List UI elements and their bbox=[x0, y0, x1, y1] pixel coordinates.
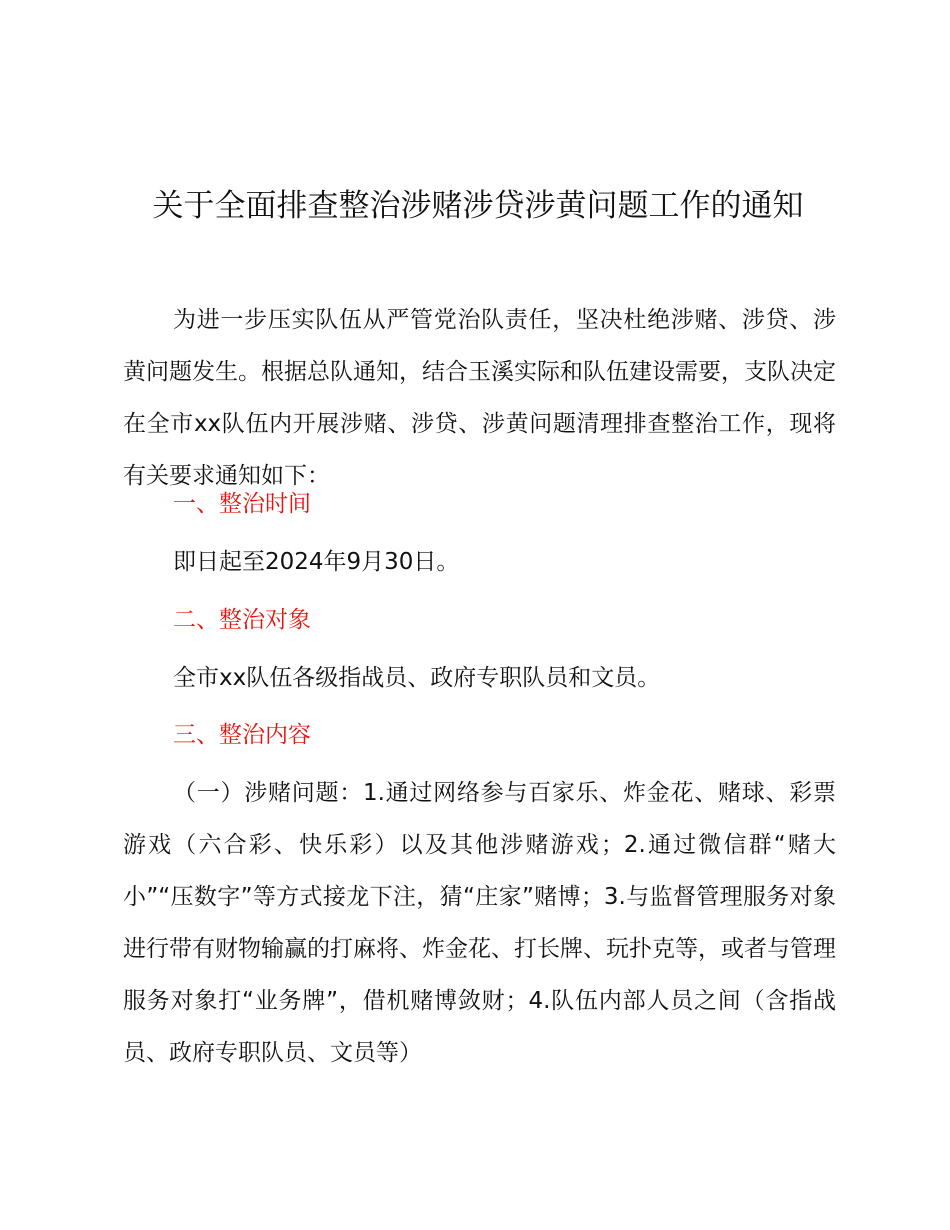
section-heading-content: 三、整治内容 bbox=[173, 722, 311, 748]
intro-paragraph: 为进一步压实队伍从严管党治队责任，坚决杜绝涉赌、涉贷、涉黄问题发生。根据总队通知，结合玉溪实际和队伍建设需要，支队决定在全市xx队伍内开展涉赌、涉贷、涉黄问题清理排查整治工作，现将有关要求通知如下： bbox=[123, 307, 836, 489]
section-heading-time: 一、整治时间 bbox=[173, 491, 311, 517]
section-body-content: （一）涉赌问题：1.通过网络参与百家乐、炸金花、赌球、彩票游戏（六合彩、快乐彩）以及其他涉赌游戏；2.通过微信群“赌大小”“压数字”等方式接龙下注，猜“庄家”赌博；3.与监督管理服务对象进行带有财物输赢的打麻将、炸金花、打长牌、玩扑克等，或者与管理服务对象打“业务牌”，借机赌博敛财；4.队伍内部人员之间（含指战员、政府专职队员、文员等） bbox=[123, 780, 836, 1066]
section-body-time: 即日起至2024年9月30日。 bbox=[173, 549, 460, 575]
document-title: 关于全面排查整治涉赌涉贷涉黄问题工作的通知 bbox=[152, 188, 804, 224]
section-heading-target: 二、整治对象 bbox=[173, 607, 311, 633]
section-body-target: 全市xx队伍各级指战员、政府专职队员和文员。 bbox=[173, 665, 661, 691]
